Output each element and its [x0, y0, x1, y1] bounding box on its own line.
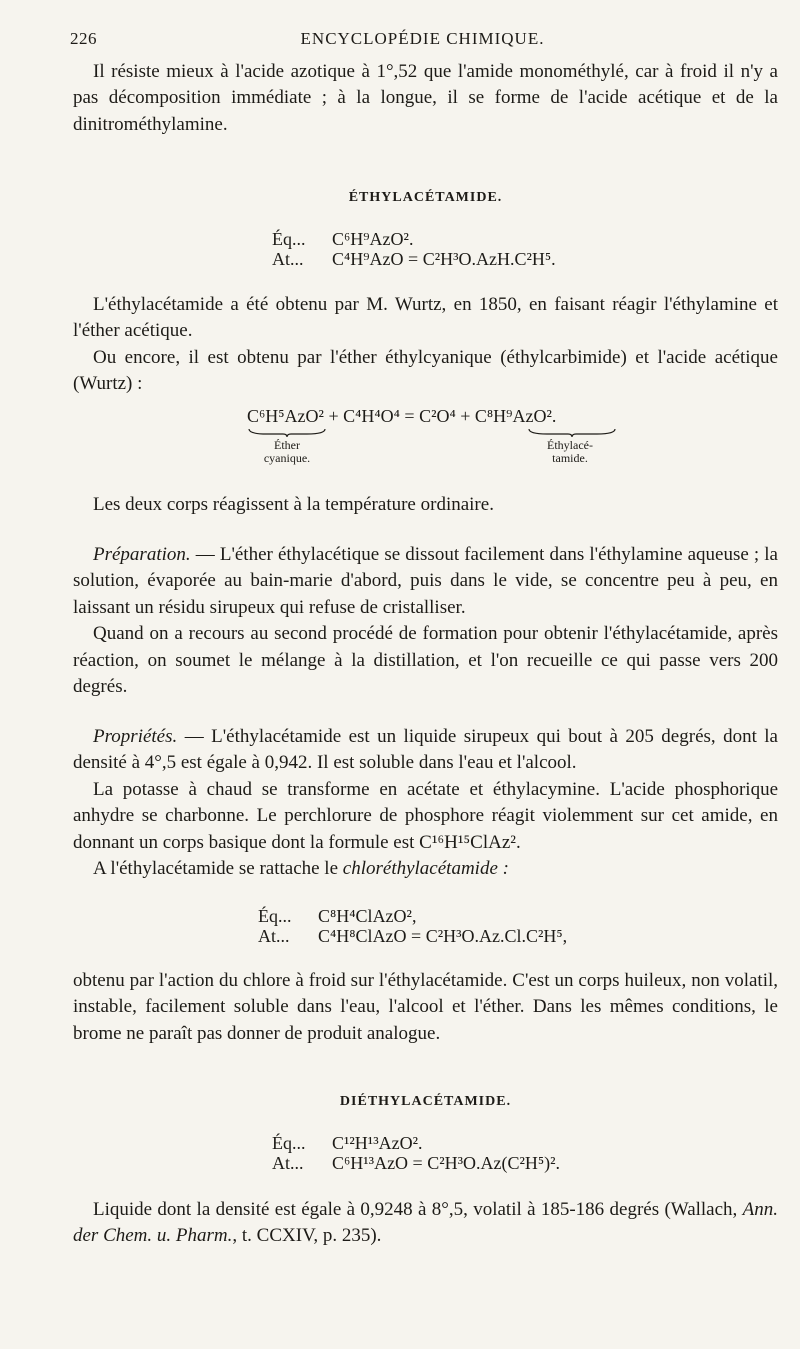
section-title-ethylacetamide: ÉTHYLACÉTAMIDE. — [348, 190, 503, 205]
formula-ethylacetamide: Éq... C⁶H⁹AzO². At... C⁴H⁹AzO = C²H³O.AzH.C²H⁵. — [272, 229, 556, 269]
paragraph-wurtz: L'éthylacétamide a été obtenu par M. Wurtz, en 1850, en faisant réagir l'éthylamine et l'éther acétique. Ou encore, il est obtenu par l'éther éthylcyanique (éthylcarbimide) et l'acide acétique (Wurtz) : — [73, 294, 778, 395]
label-ethylacetamide: Éthylacé- tamide. — [547, 438, 593, 465]
paragraph-intro: Il résiste mieux à l'acide azotique à 1°,52 que l'amide monométhylé, car à froid il n'y a pas décomposition immédiate ; à la longue, il se forme de l'acide acétique et de la dinitrométhylamine. — [73, 61, 778, 135]
page-number: 226 — [70, 29, 97, 48]
formula-chlorethylacetamide: Éq... C⁸H⁴ClAzO², At... C⁴H⁸ClAzO = C²H³O.Az.Cl.C²H⁵, — [258, 906, 568, 946]
running-header — [70, 29, 775, 53]
section-title-diethylacetamide: DIÉTHYLACÉTAMIDE. — [339, 1094, 512, 1109]
running-title: ENCYCLOPÉDIE CHIMIQUE. — [300, 29, 545, 48]
label-ether-cyanique: Éther cyanique. — [263, 438, 311, 465]
brace-right — [527, 427, 617, 437]
paragraph-diethyl-description: Liquide dont la densité est égale à 0,9248 à 8°,5, volatil à 185-186 degrés (Wallach, Ann. der Chem. u. Pharm., t. CCXIV, p. 235). — [73, 1199, 778, 1247]
paragraph-temperature: Les deux corps réagissent à la température ordinaire. — [93, 494, 494, 515]
paragraph-chlorethyl-description: obtenu par l'action du chlore à froid sur l'éthylacétamide. C'est un corps huileux, non volatil, instable, facilement soluble dans l'eau, l'alcool et l'éther. Dans les mêmes conditions, le brome ne paraît pas donner de produit analogue. — [73, 970, 778, 1044]
heading-properties: Propriétés. — [93, 726, 178, 747]
reaction-equation: C⁶H⁵AzO² + C⁴H⁴O⁴ = C²O⁴ + C⁸H⁹AzO². — [247, 406, 557, 426]
heading-preparation: Préparation. — [93, 544, 191, 565]
paragraph-preparation: Préparation. — L'éther éthylacétique se dissout facilement dans l'éthylamine aqueuse ; la solution, évaporée au bain-marie d'abord, puis dans le vide, se concentre peu à peu, en laissant un résidu sirupeux qui refuse de cristalliser. Quand on a recours au second procédé de formation pour obtenir l'éthylacétamide, après réaction, on soumet le mélange à la distillation, et l'on recueille ce qui passe vers 200 degrés. — [73, 544, 778, 698]
paragraph-properties: Propriétés. — L'éthylacétamide est un liquide sirupeux qui bout à 205 degrés, dont la densité à 4°,5 est égale à 0,942. Il est soluble dans l'eau et l'alcool. La potasse à chaud se transforme en acétate et éthylacymine. L'acide phosphorique anhydre se charbonne. Le perchlorure de phosphore réagit violemment sur cet amide, en donnant un corps basique dont la formule est C¹⁶H¹⁵ClAz². A l'éthylacétamide se rattache le chloréthylacétamide : — [73, 726, 778, 880]
brace-left — [247, 427, 327, 437]
formula-diethylacetamide: Éq... C¹²H¹³AzO². At... C⁶H¹³AzO = C²H³O.Az(C²H⁵)². — [272, 1133, 561, 1173]
